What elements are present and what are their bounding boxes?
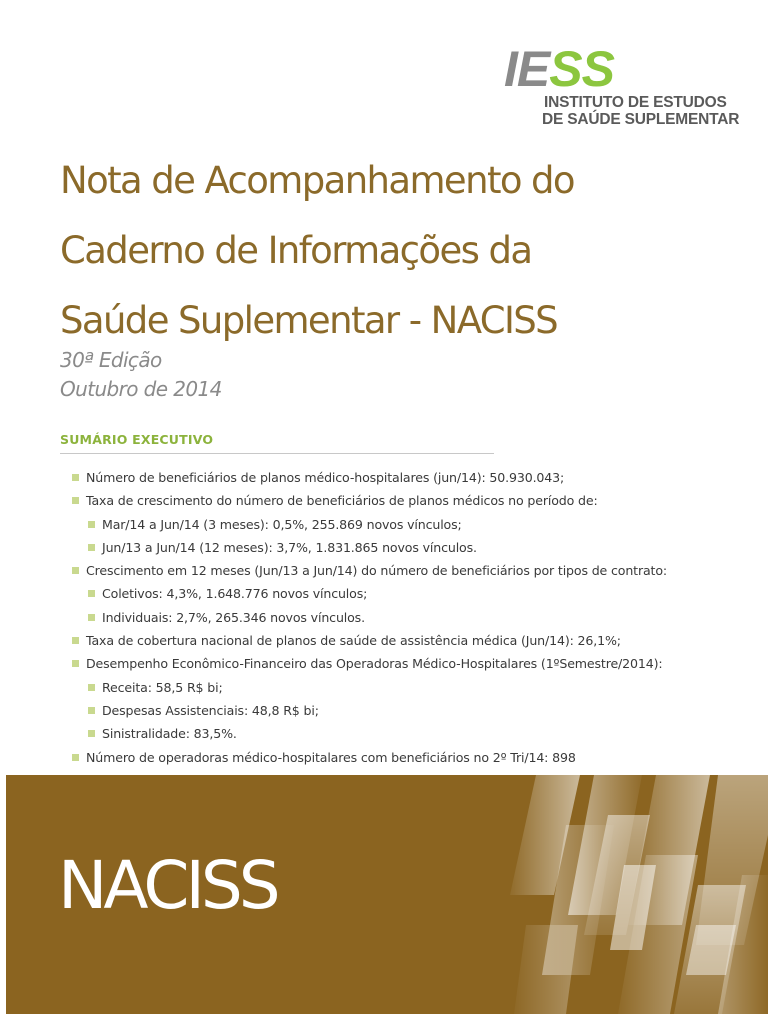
list-item-text: Sinistralidade: 83,5%. <box>102 726 237 742</box>
bullet-icon <box>88 521 95 528</box>
list-item <box>70 746 667 769</box>
bullet-icon <box>88 684 95 691</box>
list-item <box>70 629 667 652</box>
edition-date: Outubro de 2014 <box>60 377 222 401</box>
bullet-icon <box>72 660 79 667</box>
list-item-text: Número de beneficiários de planos médico-hospitalares (jun/14): 50.930.043; <box>86 470 565 485</box>
bullet-icon <box>88 730 95 737</box>
edition-block <box>60 346 222 404</box>
bullet-icon <box>72 637 79 644</box>
bullet-icon <box>72 754 79 761</box>
list-subitem <box>70 536 667 559</box>
footer-title: NACISS <box>58 847 277 924</box>
bullet-icon <box>72 567 79 574</box>
list-item-text: Despesas Assistenciais: 48,8 R$ bi; <box>102 702 319 718</box>
logo-mark-ie: IE <box>504 41 550 97</box>
bullet-icon <box>88 614 95 621</box>
list-item-text: Taxa de crescimento do número de beneficiários de planos médicos no período de: <box>86 493 598 509</box>
list-item-text: Jun/13 a Jun/14 (12 meses): 3,7%, 1.831.865 novos vínculos. <box>102 539 477 555</box>
title-line-2: Caderno de Informações da <box>60 229 532 272</box>
list-item <box>70 466 667 489</box>
list-subitem <box>70 676 667 699</box>
list-item-text: Taxa de cobertura nacional de planos de saúde de assistência médica (Jun/14): 26,1%; <box>86 633 621 649</box>
logo-mark <box>504 41 614 97</box>
list-subitem <box>70 722 667 745</box>
footer-banner <box>6 775 768 1014</box>
list-item-text: Crescimento em 12 meses (Jun/13 a Jun/14) do número de beneficiários por tipos de contrato: <box>86 563 667 579</box>
title-line-3: Saúde Suplementar - NACISS <box>60 299 558 342</box>
edition-number: 30ª Edição <box>60 348 162 372</box>
bullet-icon <box>88 544 95 551</box>
summary-heading: SUMÁRIO EXECUTIVO <box>60 432 214 447</box>
bullet-icon <box>72 474 79 481</box>
summary-list <box>70 466 667 769</box>
list-subitem <box>70 582 667 605</box>
summary-divider <box>60 453 494 454</box>
bullet-icon <box>88 590 95 597</box>
list-item <box>70 559 667 582</box>
logo-mark-ss: SS <box>549 41 614 97</box>
logo-line-2: DE SAÚDE SUPLEMENTAR <box>542 111 740 128</box>
list-item-text: Coletivos: 4,3%, 1.648.776 novos vínculos; <box>102 586 368 602</box>
list-subitem <box>70 699 667 722</box>
iess-logo <box>504 41 744 134</box>
list-item-text: Mar/14 a Jun/14 (3 meses): 0,5%, 255.869 novos vínculos; <box>102 516 462 532</box>
list-item-text: Receita: 58,5 R$ bi; <box>102 679 223 695</box>
bullet-icon <box>72 497 79 504</box>
list-item-text: Número de operadoras médico-hospitalares com beneficiários no 2º Tri/14: 898 <box>86 749 576 765</box>
list-subitem <box>70 606 667 629</box>
title-line-1: Nota de Acompanhamento do <box>60 159 574 202</box>
list-item-text: Desempenho Econômico-Financeiro das Operadoras Médico-Hospitalares (1ºSemestre/2014): <box>86 656 663 672</box>
list-subitem <box>70 513 667 536</box>
document-title <box>60 146 574 356</box>
list-item <box>70 652 667 675</box>
list-item-text: Individuais: 2,7%, 265.346 novos vínculos. <box>102 609 365 625</box>
list-item <box>70 489 667 512</box>
bullet-icon <box>88 707 95 714</box>
logo-line-1: INSTITUTO DE ESTUDOS <box>544 94 727 111</box>
